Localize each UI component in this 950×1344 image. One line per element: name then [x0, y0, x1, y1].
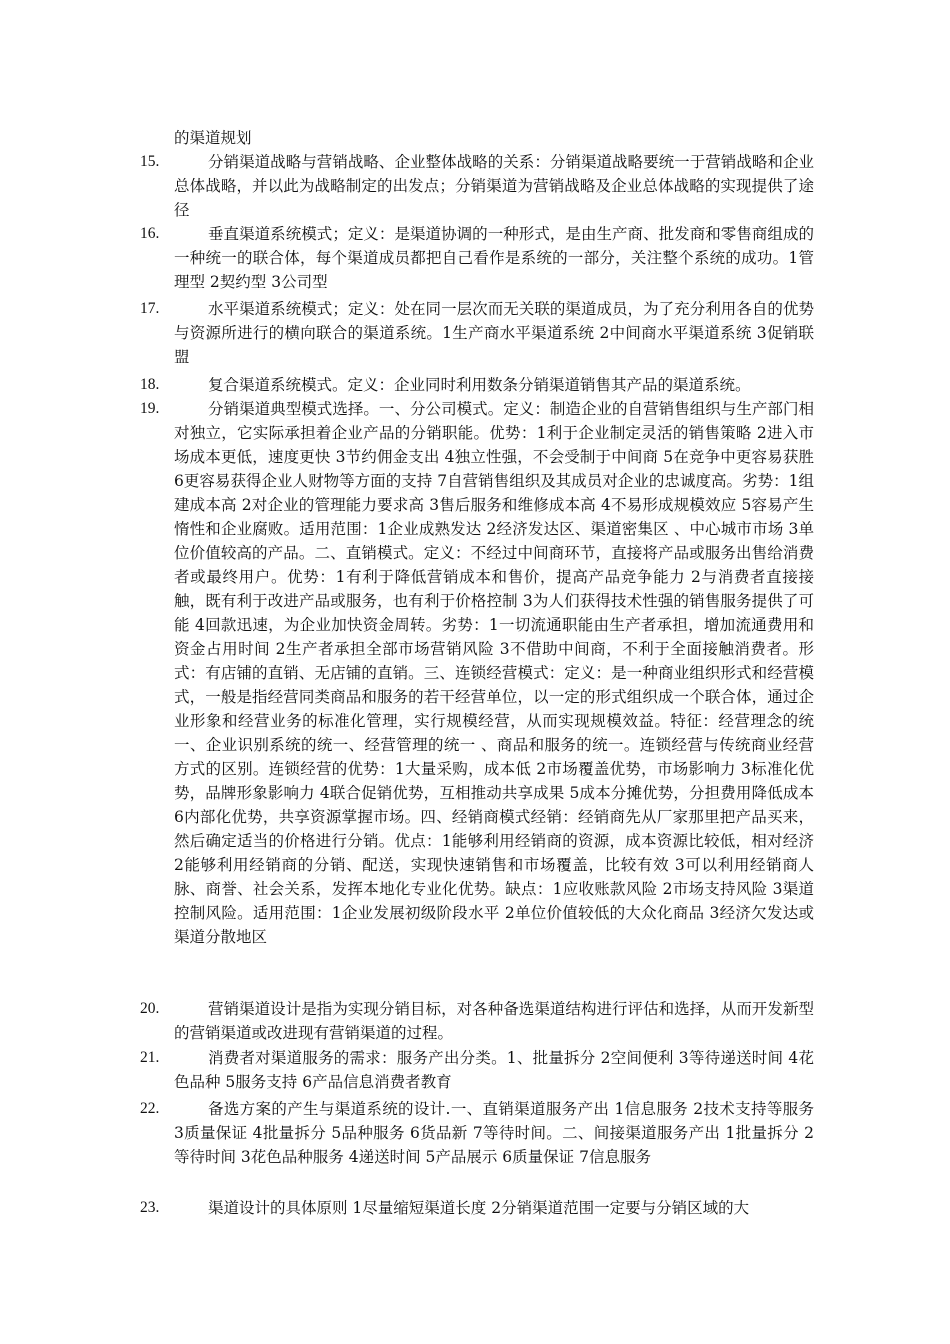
item-text: 分销渠道战略与营销战略、企业整体战略的关系：分销渠道战略要统一于营销战略和企业总体战略，并以此为战略制定的出发点；分销渠道为营销战略及企业总体战略的实现提供了途径: [174, 153, 814, 219]
item-number: 19.: [140, 400, 160, 417]
item-number: 18.: [140, 376, 160, 393]
item-number: 20.: [140, 1000, 160, 1017]
item-text: 渠道设计的具体原则 1尽量缩短渠道长度 2分销渠道范围一定要与分销区域的大: [208, 1199, 750, 1217]
item-text: 消费者对渠道服务的需求：服务产出分类。1、批量拆分 2空间便利 3等待递送时间 4花色品种 5服务支持 6产品信息消费者教育: [174, 1049, 814, 1091]
item-text: 复合渠道系统模式。定义：企业同时利用数条分销渠道销售其产品的渠道系统。: [208, 376, 751, 394]
item-number: 15.: [140, 153, 160, 170]
continuation-text: 的渠道规划: [174, 129, 252, 147]
item-text: 备选方案的产生与渠道系统的设计.一、直销渠道服务产出 1信息服务 2技术支持等服务 3质量保证 4批量拆分 5品种服务 6货品新 7等待时间。二、间接渠道服务产出 1批量拆分 2等待时间 3花色品种服务 4递送时间 5产品展示 6质量保证 7信息服务: [174, 1100, 814, 1166]
item-text: 垂直渠道系统模式；定义：是渠道协调的一种形式，是由生产商、批发商和零售商组成的一种统一的联合体，每个渠道成员都把自己看作是系统的一部分，关注整个系统的成功。1管理型 2契约型 3公司型: [174, 225, 814, 291]
item-text: 营销渠道设计是指为实现分销目标，对各种备选渠道结构进行评估和选择，从而开发新型的营销渠道或改进现有营销渠道的过程。: [174, 1000, 814, 1042]
item-text: 水平渠道系统模式；定义：处在同一层次而无关联的渠道成员，为了充分利用各自的优势与资源所进行的横向联合的渠道系统。1生产商水平渠道系统 2中间商水平渠道系统 3促销联盟: [174, 300, 814, 366]
item-number: 17.: [140, 300, 160, 317]
item-text: 分销渠道典型模式选择。一、分公司模式。定义：制造企业的自营销售组织与生产部门相对独立，它实际承担着企业产品的分销职能。优势：1利于企业制定灵活的销售策略 2进入市场成本更低，速度更快 3节约佣金支出 4独立性强，不会受制于中间商 5在竞争中更容易获胜 6更容易获得企业人财物等方面的支持 7自营销售组织及其成员对企业的忠诚度高。劣势：1组建成本高 2对企业的管理能力要求高 3售后服务和维修成本高 4不易形成规模效应 5容易产生惰性和企业腐败。适用范围：1企业成熟发达 2经济发达区、渠道密集区 、中心城市市场 3单位价值较高的产品。二、直销模式。定义：不经过中间商环节，直接将产品或服务出售给消费者或最终用户。优势：1有利于降低营销成本和售价，提高产品竞争能力 2与消费者直接接触，既有利于改进产品或服务，也有利于价格控制 3为人们获得技术性强的销售服务提供了可能 4回款迅速，为企业加快资金周转。劣势：1一切流通职能由生产者承担，增加流通费用和资金占用时间 2生产者承担全部市场营销风险 3不借助中间商，不利于全面接触消费者。形式：有店铺的直销、无店铺的直销。三、连锁经营模式：定义：是一种商业组织形式和经营模式，一般是指经营同类商品和服务的若干经营单位，以一定的形式组织成一个联合体，通过企业形象和经营业务的标准化管理，实行规模经营，从而实现规模效益。特征：经营理念的统一、企业识别系统的统一、经营管理的统一 、商品和服务的统一。连锁经营与传统商业经营方式的区别。连锁经营的优势：1大量采购，成本低 2市场覆盖优势，市场影响力 3标准化优势，品牌形象影响力 4联合促销优势，互相推动共享成果 5成本分摊优势，分担费用降低成本 6内部化优势，共享资源掌握市场。四、经销商模式经销：经销商先从厂家那里把产品买来，然后确定适当的价格进行分销。优点：1能够利用经销商的资源，成本资源比较低，相对经济 2能够利用经销商的分销、配送，实现快速销售和市场覆盖，比较有效 3可以利用经销商人脉、商誉、社会关系，发挥本地化专业化优势。缺点：1应收账款风险 2市场支持风险 3渠道控制风险。适用范围：1企业发展初级阶段水平 2单位价值较低的大众化商品 3经济欠发达或渠道分散地区: [174, 400, 814, 946]
item-number: 21.: [140, 1049, 160, 1066]
item-number: 22.: [140, 1100, 160, 1117]
item-number: 16.: [140, 225, 160, 242]
item-number: 23.: [140, 1199, 160, 1216]
